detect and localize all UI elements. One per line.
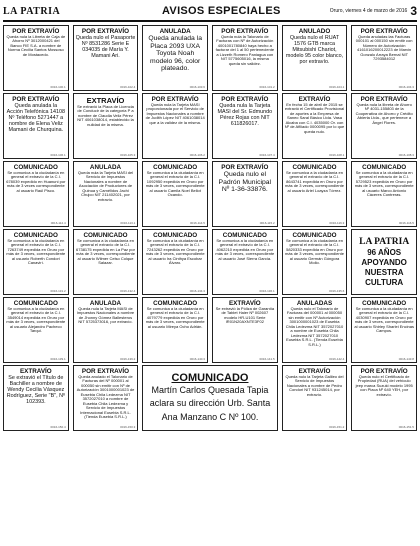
- classified-ad: [142, 161, 208, 227]
- classified-ad: [212, 229, 278, 295]
- ad-heading: POR EXTRAVÍO: [221, 96, 269, 103]
- classified-ad: [282, 365, 348, 431]
- ad-body: Queda nulo el Padrón Municipal Nº 1-36-33876.: [218, 171, 272, 194]
- ad-heading: COMUNICADO: [292, 164, 337, 171]
- ad-body: Queda anulada la Placa 2093 UXA Toyota Noah modelo 96, color plateado.: [148, 35, 202, 73]
- ad-body: Queda nula la Libreta de Caja de Ahorro Nº 3012000421 del Banco FIE S.A. a nombre de Norma Cecilia Santos Mossoso de Mostacedo.: [6, 35, 66, 57]
- ad-body: Queda nulo el Pasaporte Nº 8531286 Serie E 034035 de María Y. Mamani Ari.: [75, 35, 136, 60]
- ad-body: En fecha 15 de abril de 2015 se extravió el Certificado Provisional de aportes a la Empresa de Saneo Saral Básico Ltda. Vasa Alcaba con C.I. 4035000 Or. con Nº de Afiliado 0000095 por lo que queda nulo.: [284, 103, 345, 134]
- ad-code: 0016-106.1: [50, 153, 66, 157]
- ad-code: 0016-151.5: [398, 425, 414, 429]
- ad-heading: EXTRAVÍO: [86, 96, 125, 105]
- ad-code: 0016-139.2: [120, 357, 136, 361]
- classified-ad: [73, 93, 139, 159]
- ad-code: 0016-116.5: [399, 221, 414, 225]
- ad-heading: COMUNICADO: [83, 232, 128, 239]
- ad-body: Queda anulado el Talonario de Facturas del Nº 000001 al 000050 sin emitir con Nº de Autorización 3001000001023 de Eusebia Chila Ledezma NIT 3572027010 a nombre de Eusebia Chila Ledezma y Servicio de Impuestos Internacional Eusebia S.R.L. (Tienda Eusebia S.R.L.): [76, 375, 135, 420]
- ad-heading: POR EXTRAVÍO: [360, 96, 408, 103]
- ad-code: 0016-114.5: [190, 221, 205, 225]
- notice-heading: COMUNICADO: [171, 371, 249, 384]
- classified-ad: [73, 229, 139, 295]
- page-header: [3, 4, 417, 22]
- ad-body: Se comunica a la ciudadanía en general el extravío de la C.I. 4079779 expedida en Oruro por más de 3 veces, correspondiente al usuario Mireya Ocho Adrián.: [145, 307, 205, 329]
- ad-body: Se comunica a la ciudadanía en general el extravío de la C.I. 8643741 expedida en Oruro por más de 3 veces, correspondiente al usuario Ariel Loayza Tórrez.: [285, 171, 344, 193]
- classified-ad: [142, 93, 208, 159]
- classified-ad: [351, 161, 417, 227]
- classified-ad: [212, 25, 278, 91]
- ad-code: 0016-107.4: [259, 153, 275, 157]
- ad-heading: COMUNICADO: [153, 164, 198, 171]
- ad-heading: ANULADA: [89, 300, 122, 307]
- classified-ad: [212, 161, 278, 227]
- ad-code: 0016-140.3: [189, 357, 205, 361]
- ad-heading: COMUNICADO: [362, 300, 407, 307]
- promo-box: [351, 229, 417, 295]
- ad-code: 0016-108.3: [398, 153, 414, 157]
- ad-code: 0016-101.2: [259, 85, 275, 89]
- ad-heading: COMUNICADO: [222, 232, 267, 239]
- ad-body: Queda nula la libreta de Ahorro Nº 4031-155803 de la Cooperativa de Ahorro y Crédito Abierta Ltda., que pertenece a Ángel Flores.: [355, 103, 413, 125]
- classified-ad: [142, 229, 208, 295]
- ad-heading: COMUNICADO: [13, 300, 58, 307]
- ad-body: Queda nulo el RUAT 1576 GTB marca Mitsubishi Chariot, modelo 95 color blanco, por extravío.: [285, 35, 344, 66]
- classified-ad: [351, 25, 417, 91]
- ad-code: 0016-135.6: [329, 289, 345, 293]
- ad-heading: EXTRAVÍO: [19, 368, 52, 375]
- classified-ad: [282, 93, 348, 159]
- ad-code: 0016-131.2: [50, 289, 66, 293]
- ad-body: Se comunica a la ciudadanía en general el extravío de la C.I. 7243262 expedida en Oruro por más de 3 veces, correspondiente al usuario Ira Cinthya Escobar Álvaro.: [145, 239, 205, 266]
- classified-ad: [73, 25, 139, 91]
- classified-ad: [3, 229, 69, 295]
- promo-years: 96 AÑOS: [367, 247, 402, 257]
- classified-ad: [351, 297, 417, 363]
- ad-heading: POR EXTRAVÍO: [151, 96, 199, 103]
- promo-slogan: APOYANDO NUESTRA CULTURA: [361, 257, 407, 287]
- classifieds-grid: [3, 25, 417, 431]
- ad-body: Queda nula la Tarjeta MASI del Sr. Edmundo Pérez Rojas con NIT 611826017.: [217, 103, 273, 128]
- ad-body: Queda nula la Tarjeta MASI del Servicio de Impuestos Nacionales a nombre de Asociación de Productores de Quinua y Camélidos Jachi Chujco NIT 211402021, por extravío.: [77, 171, 134, 202]
- ad-heading: POR EXTRAVÍO: [360, 28, 408, 35]
- ad-body: Se comunica a la ciudadanía en general el extravío de la C.I. 7263749 expedida en Oruro por más de 3 veces, correspondiente al usuario Roberth Condori Canavirí.: [6, 239, 66, 266]
- ad-heading: POR EXTRAVÍO: [360, 368, 408, 375]
- ad-code: 0016-143.8: [398, 357, 414, 361]
- ad-heading: POR EXTRAVÍO: [221, 164, 269, 171]
- classified-ad: [351, 93, 417, 159]
- ad-body: Queda nula la Tarjeta MASI proporcionada por el Servicio de Impuestos Nacionales a nombre de Judith López NIT 4061038014 que a la validez de la misma.: [145, 103, 205, 125]
- ad-body: Se comunica a la ciudadanía en general el extravío de la C.I. 4062210 expedida en Oruro por más de 3 veces, correspondiente al usuario José Sierra García.: [215, 239, 275, 261]
- classified-ad: [3, 365, 69, 431]
- classified-ad: [73, 365, 139, 431]
- ad-code: 0016-134.3: [189, 289, 205, 293]
- wide-notice: [142, 365, 277, 431]
- ad-code: 0016-139.1: [50, 357, 66, 361]
- ad-heading: COMUNICADO: [362, 164, 407, 171]
- ad-body: Queda anulada la Acción Telefónica 14108 Nº Teléfono 5271447 a nombre de Elena Veliz Mamani de Churquina.: [6, 103, 65, 134]
- ad-code: 0016-136.1: [259, 289, 275, 293]
- ad-code: 0016-141.5: [259, 357, 275, 361]
- ad-code: 0016-132.4: [120, 289, 136, 293]
- ad-body: Se comunica a la ciudadanía en general el extravío de la C.I. 5820333 expedida en Oruro por más de 3 veces, correspondiente al usuario Germán Góngora Molio.: [285, 239, 344, 266]
- ad-heading: EXTRAVÍO: [298, 368, 331, 375]
- classified-ad: [212, 297, 278, 363]
- ad-body: Se comunica a la ciudadanía en general el extravío de la C.I. 678039 expedido en Huanuni por más de 3 veces correspondiente al usuario Raúl Pisco.: [6, 171, 66, 193]
- newspaper-logo: LA PATRIA: [3, 5, 61, 17]
- classified-ad: [282, 25, 348, 91]
- ad-heading: EXTRAVÍO: [228, 300, 261, 307]
- ad-heading: ANULADAS: [296, 300, 333, 307]
- ad-heading: POR EXTRAVÍO: [12, 96, 60, 103]
- ad-heading: COMUNICADO: [13, 232, 58, 239]
- ad-body: Queda nulo el Talonario de Facturas del 000001 al 000050 sin emitir con Nº Autorización 3001000001023 de Eusebia Chila Ledezma NIT 3572027010 a nombre de Eusebia Chila Ledezma NIT 3572027010 Eusebia S.R.L. (Tienda Eusebia S.R.L.): [285, 307, 344, 347]
- ad-body: Queda nulo el Certificado de Propiedad (RUA) del vehículo jeep marca Suzuki modelo 1995 con Placa Nº 640 YEH, por extravío.: [355, 375, 413, 397]
- ad-code: 0016-106.2: [189, 153, 205, 157]
- ad-code: 0016-105.3: [120, 153, 136, 157]
- ad-heading: EXTRAVÍO: [298, 96, 331, 103]
- notice-body: Martín Carlos Quesada Tapia aclara su dirección Urb. Santa Ana Manzano C Nº 100.: [149, 384, 271, 422]
- ad-code: 0016-115.2: [259, 221, 275, 225]
- promo-logo: LA PATRIA: [359, 236, 410, 247]
- ad-code: 0016-116.3: [329, 221, 345, 225]
- ad-code: 0016-150.4: [50, 425, 66, 429]
- classified-ad: [3, 25, 69, 91]
- ad-heading: POR EXTRAVÍO: [12, 28, 60, 35]
- ad-heading: COMUNICADO: [13, 164, 58, 171]
- ad-body: Se extravió la Póliza de Garantía de Tablet Haier Nº 002607 modelo HR-U101 Serie IR01N20AXNTE3F02: [215, 307, 275, 325]
- ad-heading: COMUNICADO: [153, 232, 198, 239]
- ad-heading: ANULADO: [298, 28, 331, 35]
- ad-heading: POR EXTRAVÍO: [81, 28, 130, 35]
- classified-ad: [3, 161, 69, 227]
- ad-heading: COMUNICADO: [292, 232, 337, 239]
- ad-heading: POR EXTRAVÍO: [81, 368, 130, 375]
- ad-heading: ANULADA: [159, 28, 191, 35]
- classified-ad: [282, 229, 348, 295]
- ad-body: Se comunica a la ciudadanía en general el extravío de la C.I. 3549014 expedida en Oruro por más de 3 veces, correspondiente al usuario Alejandro Pacheco Tarqui.: [6, 307, 66, 334]
- classified-ad: [351, 365, 417, 431]
- classified-ad: [212, 93, 278, 159]
- ad-body: Se comunica a la ciudadanía en general el extravío de la C.I. 5729523 expedida en Oruro por más de 3 veces, correspondiente al usuario Marco Antonio Cáceres Contreras.: [354, 171, 414, 198]
- ad-body: Queda nula la Tarjeta MASI de Impuestos Nacionales a nombre de Jhonny Gómez Ballesteros NIT 5725373016, por extravío.: [76, 307, 135, 325]
- ad-body: Queda nulo la Tarjeta Galileo del Servicio de Impuestos Nacionales a nombre de Pedro Condori NIT 931245014, por extravío.: [285, 375, 344, 397]
- page-number: 3: [410, 4, 417, 18]
- ad-body: Se comunica a la ciudadanía en general el extravío de la C.I. 6738175 expedida en La Paz por más de 3 veces, correspondiente al usuario Wilmer Celso Colque Salazar.: [76, 239, 135, 266]
- ad-heading: ANULADA: [89, 164, 122, 171]
- ad-code: 0016-104.3: [398, 85, 414, 89]
- ad-code: 0016-103.6: [189, 85, 205, 89]
- ad-code: 0016-150.3: [120, 425, 136, 429]
- classified-ad: [73, 161, 139, 227]
- ad-code: 0016-100.1: [50, 85, 66, 89]
- ad-body: Se comunica a la ciudadanía en general el extravío de la C.I. 1092950 expedida en Oruro por más de 3 veces, correspondiente al usuario Camila Noel Bellot Ocando.: [145, 171, 205, 198]
- ad-code: 0016-113.1: [120, 221, 136, 225]
- classified-ad: [3, 297, 69, 363]
- ad-body: Se comunica a la ciudadanía en general el extravío de la C.I. 4030907 expedida en Oruro por más de 3 veces, correspondiente al usuario Shirley Sharlei Encinas Campos.: [354, 307, 414, 334]
- ad-body: Se extravió el Título de Bachiller a nombre de Wendy Cecilia Vásquez Rodríguez, Serie "B", Nº 102393.: [6, 375, 65, 406]
- classified-ad: [142, 25, 208, 91]
- ad-body: Queda nula la Talonario de Facturas con Nº de Autorización 4001001780840 haya hecho a facturar del 1 al 50 perteneciente a Lizzeth Romero Paniagua con NIT 5775605016, la misma queda sin validez.: [215, 35, 275, 66]
- ad-code: 0016-112.4: [50, 221, 66, 225]
- issue-date: Oruro, viernes 4 de marzo de 2016: [329, 8, 408, 14]
- ad-code: 0016-142.4: [329, 357, 345, 361]
- section-title: AVISOS ESPECIALES: [162, 5, 281, 17]
- ad-body: Se extravió la Placa de Licencia de Conducir de la categoría P a nombre de Claudia Veliz Pérez NIT 4061038014, establecido la nulidad de la misma.: [77, 105, 134, 127]
- classified-ad: [282, 297, 348, 363]
- classified-ad: [282, 161, 348, 227]
- classified-ad: [142, 297, 208, 363]
- ad-heading: POR EXTRAVÍO: [221, 28, 269, 35]
- classified-ad: [73, 297, 139, 363]
- ad-code: 0016-151.2: [329, 425, 345, 429]
- ad-code: 0016-104.1: [329, 85, 345, 89]
- classified-ad: [3, 93, 69, 159]
- ad-heading: COMUNICADO: [153, 300, 198, 307]
- ad-code: 0016-102.4: [120, 85, 136, 89]
- ad-body: Queda anuladas las Facturas 000101 al 000150 sin emitir con Número de Autorización 4161016200012223 de Marvin Gonzalo Arraya Bernal NIT 7293584012: [355, 35, 413, 62]
- ad-code: 0016-108.1: [329, 153, 345, 157]
